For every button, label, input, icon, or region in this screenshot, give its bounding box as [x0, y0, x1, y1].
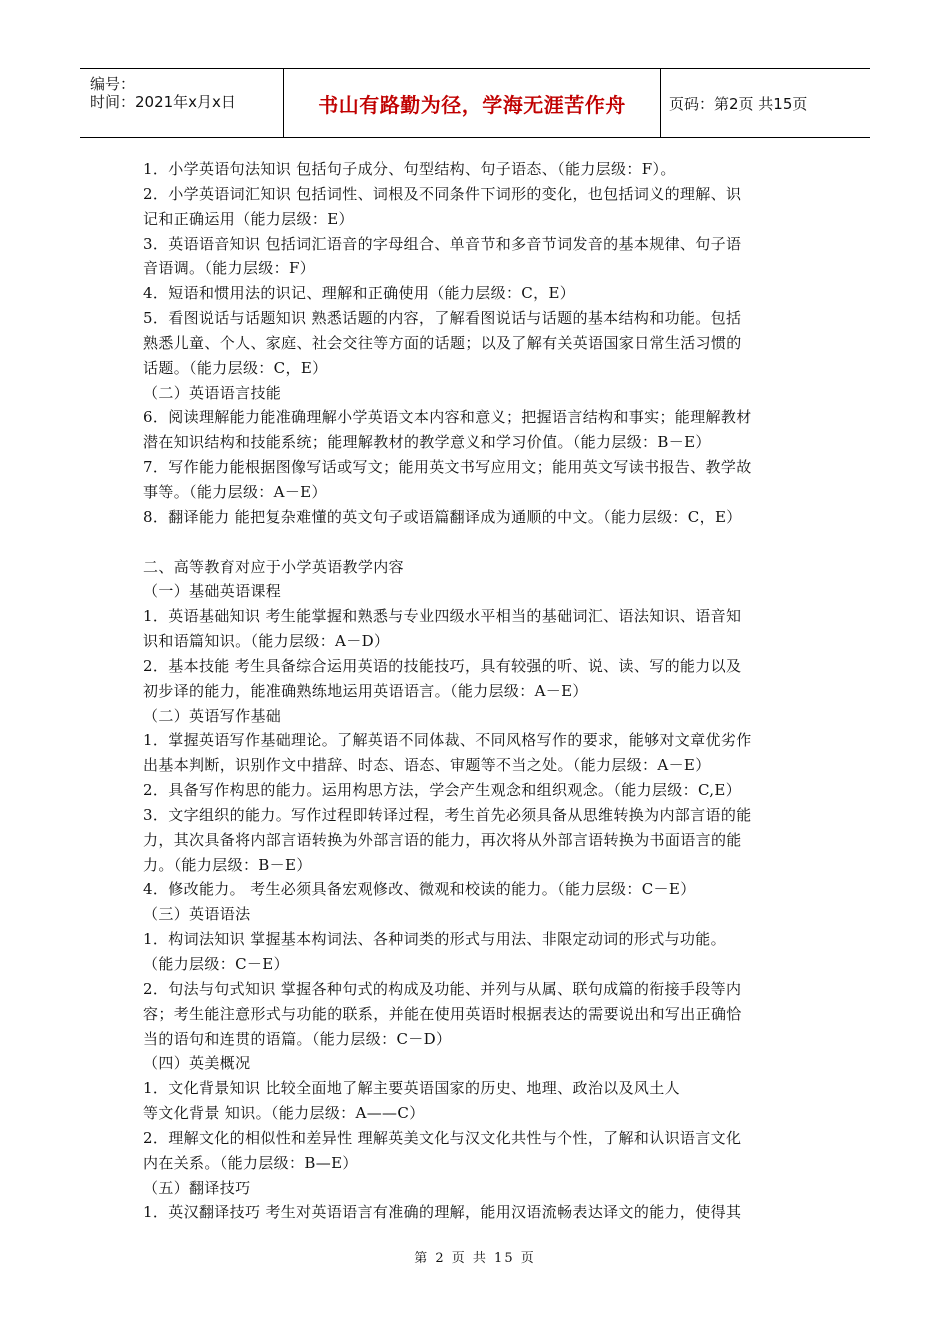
text-line: （能力层级：C－E）	[143, 955, 289, 973]
text-line: 话题。（能力层级：C，E）	[143, 358, 328, 377]
header-motto-cell	[284, 69, 661, 137]
text-line: 二、高等教育对应于小学英语教学内容	[143, 557, 404, 576]
blank-line	[143, 530, 811, 555]
text-line: 2．理解文化的相似性和差异性 理解英美文化与汉文化共性与个性，了解和认识语言文化	[143, 1128, 742, 1147]
text-line: 识和语篇知识。（能力层级：A－D）	[143, 632, 390, 651]
text-line: 出基本判断，识别作文中措辞、时态、语态、审题等不当之处。（能力层级：A－E）	[143, 756, 711, 775]
text-line: 7．写作能力能根据图像写话或写文；能用英文书写应用文；能用英文写读书报告、教学故	[143, 458, 752, 477]
header-page-info: 页码：第2页 共15页	[669, 94, 808, 113]
text-line: 内在关系。（能力层级：B—E）	[143, 1153, 358, 1172]
text-line: 1．掌握英语写作基础理论。了解英语不同体裁、不同风格写作的要求，能够对文章优劣作	[143, 731, 752, 750]
text-line: 2．具备写作构思的能力。运用构思方法，学会产生观念和组织观念。（能力层级：C,E）	[143, 781, 742, 800]
header-meta-cell	[80, 69, 284, 137]
text-line: 6．阅读理解能力能准确理解小学英语文本内容和意义；把握语言结构和事实；能理解教材	[143, 408, 752, 427]
text-line: 4．修改能力。 考生必须具备宏观修改、微观和校读的能力。（能力层级：C－E）	[143, 880, 696, 899]
text-line: （二）英语语言技能	[143, 383, 282, 402]
header-motto: 书山有路勤为径，学海无涯苦作舟	[318, 92, 626, 117]
text-line: （五）翻译技巧	[143, 1178, 251, 1197]
document-body	[143, 157, 811, 1225]
text-line: 事等。（能力层级：A－E）	[143, 482, 327, 501]
text-line: 潜在知识结构和技能系统；能理解教材的教学意义和学习价值。（能力层级：B－E）	[143, 433, 711, 452]
text-line: 记和正确运用（能力层级：E）	[143, 209, 354, 228]
text-line: （一）基础英语课程	[143, 582, 282, 601]
text-line: 2．小学英语词汇知识 包括词性、词根及不同条件下词形的变化，也包括词义的理解、识	[143, 184, 742, 203]
text-line: （三）英语语法	[143, 905, 251, 924]
text-line: 1．小学英语句法知识 包括句子成分、句型结构、句子语态、（能力层级：F）。	[143, 160, 676, 178]
text-line: 1．英语基础知识 考生能掌握和熟悉与专业四级水平相当的基础词汇、语法知识、语音知	[143, 607, 742, 626]
document-number-label: 编号：	[90, 75, 136, 93]
text-line: 2．基本技能 考生具备综合运用英语的技能技巧，具有较强的听、说、读、写的能力以及	[143, 656, 742, 675]
text-line: 3．英语语音知识 包括词汇语音的字母组合、单音节和多音节词发音的基本规律、句子语	[143, 234, 742, 253]
text-line: 容；考生能注意形式与功能的联系，并能在使用英语时根据表达的需要说出和写出正确恰	[143, 1004, 742, 1023]
text-line: 等文化背景 知识。（能力层级：A——C）	[143, 1104, 425, 1123]
page-footer: 第 2 页 共 15 页	[414, 1251, 536, 1266]
text-line: 4．短语和惯用法的识记、理解和正确使用（能力层级：C，E）	[143, 284, 576, 303]
text-line: 8．翻译能力 能把复杂难懂的英文句子或语篇翻译成为通顺的中文。（能力层级：C，E）	[143, 507, 742, 526]
document-time-label: 时间：2021年x月x日	[90, 93, 236, 111]
text-line: 1．构词法知识 掌握基本构词法、各种词类的形式与用法、非限定动词的形式与功能。	[143, 930, 726, 949]
text-line: 音语调。（能力层级：F）	[143, 259, 316, 278]
page-header	[80, 68, 870, 138]
text-line: 初步译的能力，能准确熟练地运用英语语言。（能力层级：A－E）	[143, 681, 588, 700]
text-line: 熟悉儿童、个人、家庭、社会交往等方面的话题；以及了解有关英语国家日常生活习惯的	[143, 333, 742, 352]
text-line: 1．英汉翻译技巧 考生对英语语言有准确的理解，能用汉语流畅表达译文的能力，使得其	[143, 1203, 742, 1222]
text-line: （四）英美概况	[143, 1054, 251, 1073]
text-line: 当的语句和连贯的语篇。（能力层级：C－D）	[143, 1029, 452, 1048]
text-line: 力，其次具备将内部言语转换为外部言语的能力，再次将从外部言语转换为书面语言的能	[143, 830, 742, 849]
text-line: 1．文化背景知识 比较全面地了解主要英语国家的历史、地理、政治以及风土人	[143, 1079, 680, 1098]
text-line: 力。（能力层级：B－E）	[143, 855, 312, 874]
text-line: 5．看图说话与话题知识 熟悉话题的内容，了解看图说话与话题的基本结构和功能。包括	[143, 309, 742, 328]
text-line: 3．文字组织的能力。写作过程即转译过程，考生首先必须具备从思维转换为内部言语的能	[143, 805, 752, 824]
text-line: 2．句法与句式知识 掌握各种句式的构成及功能、并列与从属、联句成篇的衔接手段等内	[143, 979, 742, 998]
text-line: （二）英语写作基础	[143, 706, 282, 725]
header-page-cell	[661, 69, 870, 137]
